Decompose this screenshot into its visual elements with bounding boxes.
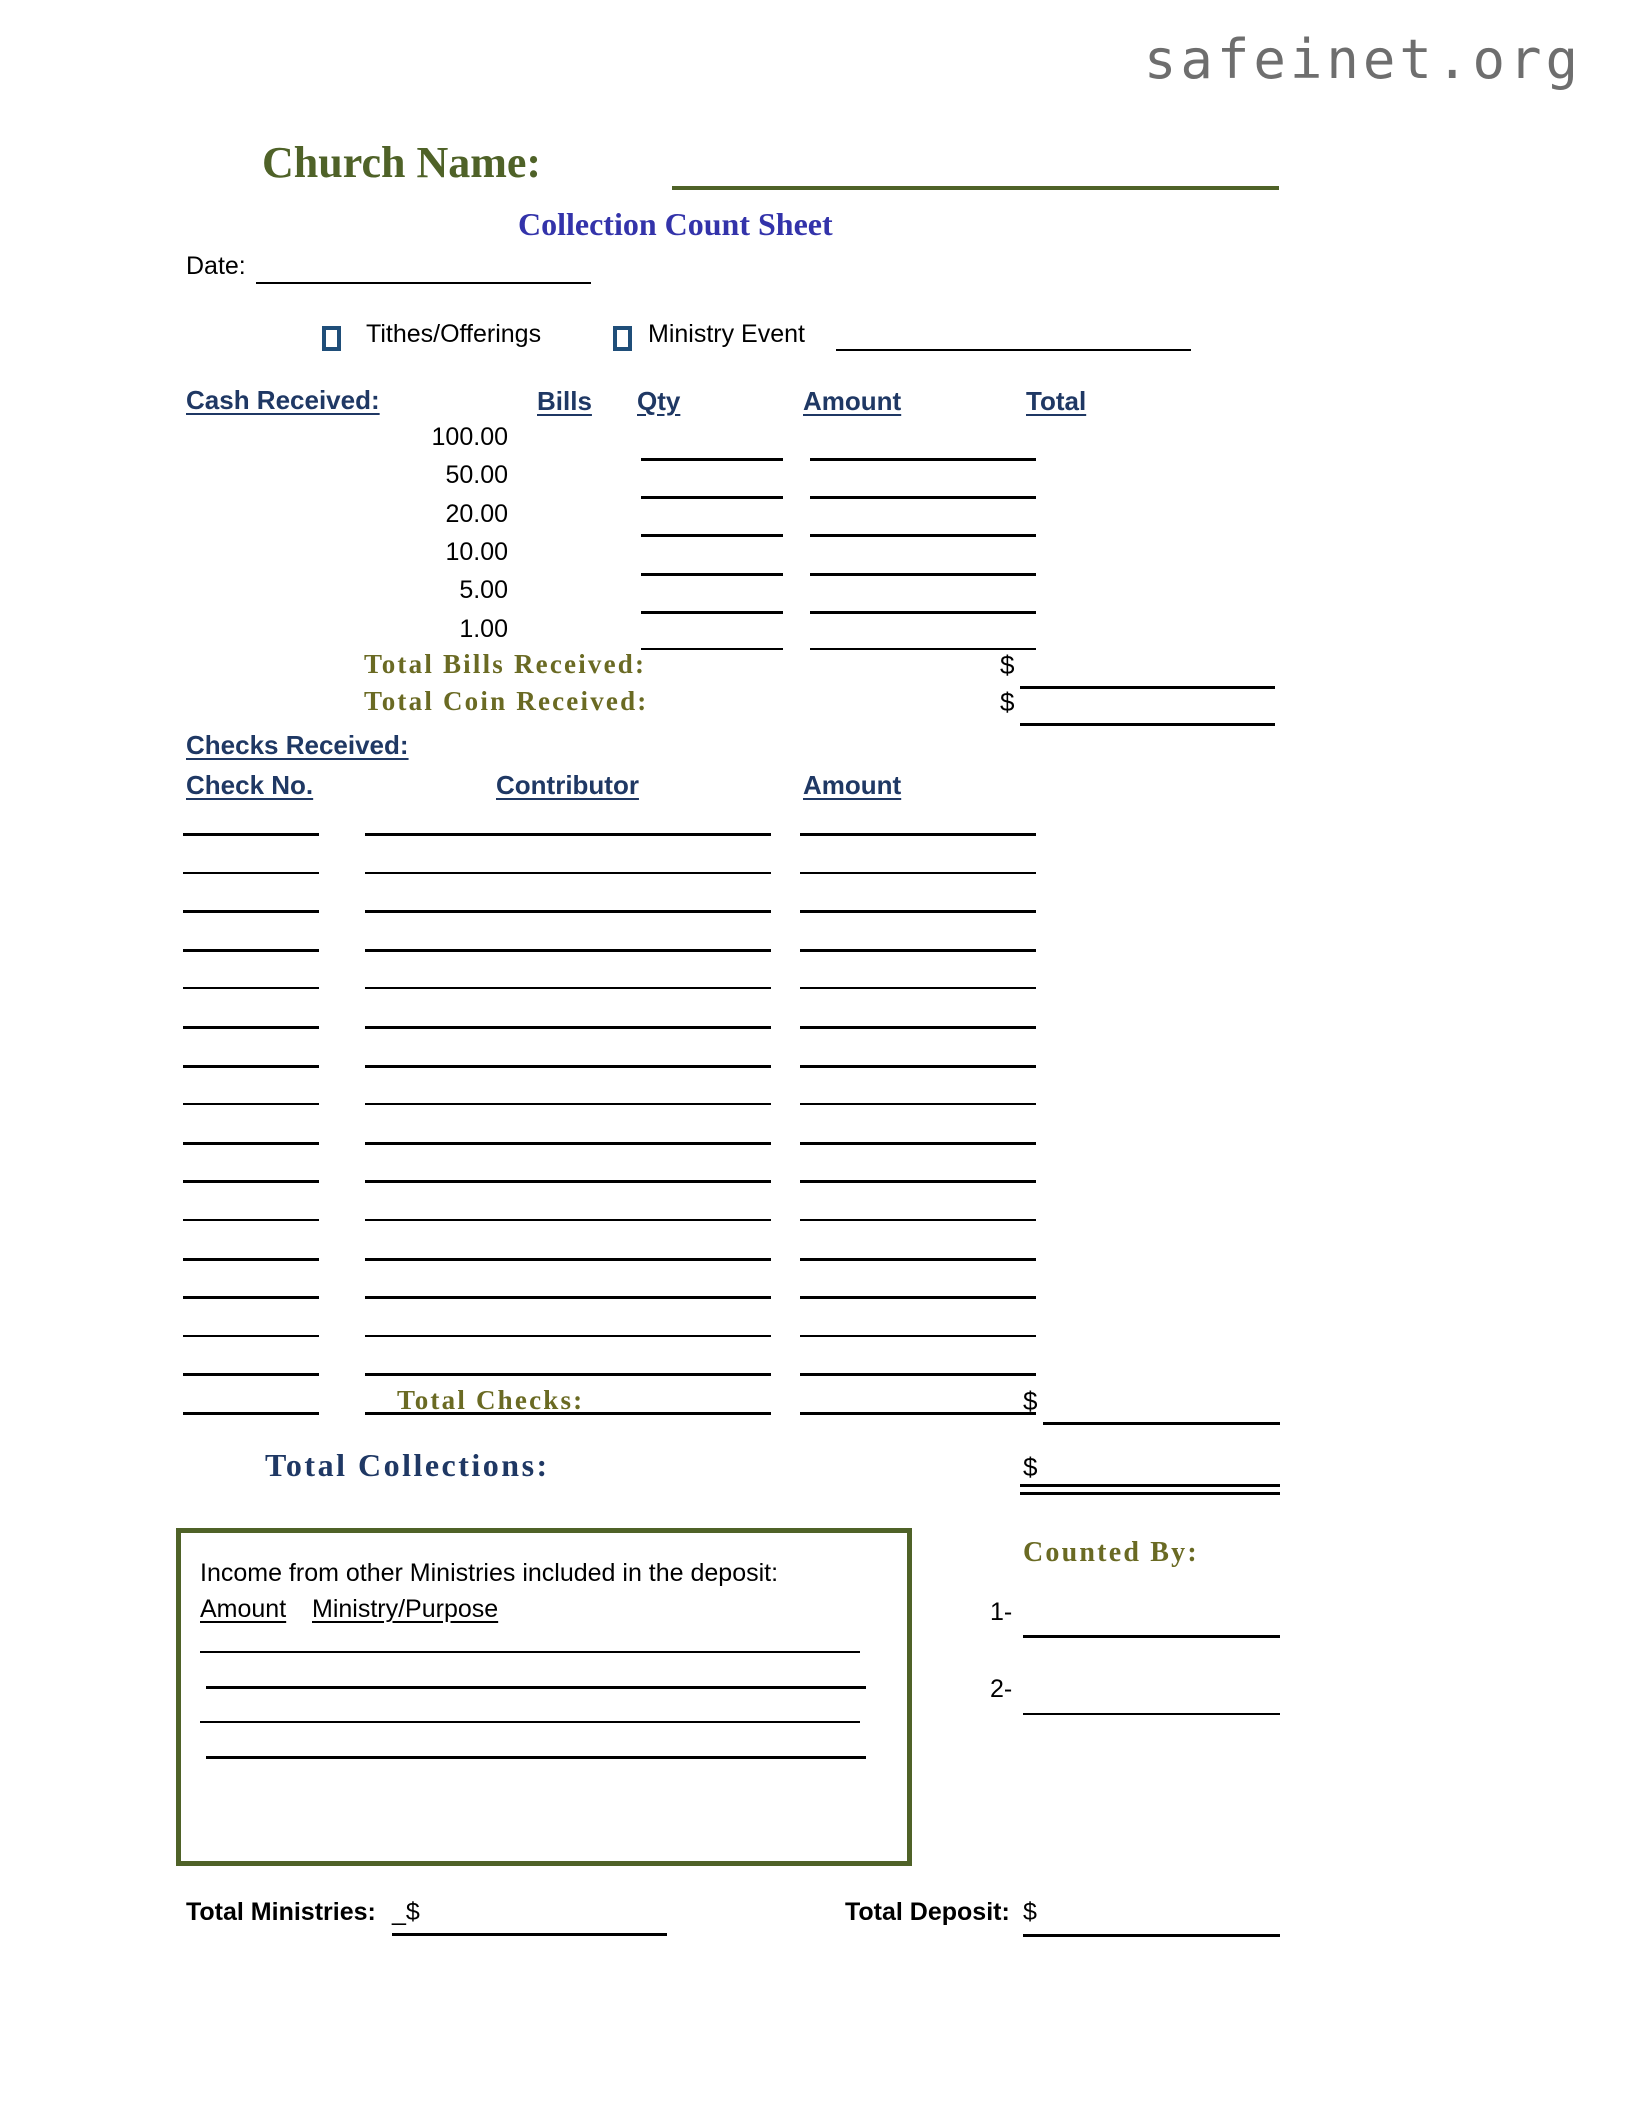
contributor-line[interactable] [365, 910, 771, 913]
qty-line-100[interactable] [641, 458, 783, 461]
counted-by-entry-1-line[interactable] [1023, 1635, 1280, 1638]
check-no-line[interactable] [183, 1412, 319, 1415]
contributor-line[interactable] [365, 1219, 771, 1221]
denomination-10: 10.00 [445, 538, 508, 566]
check-no-line[interactable] [183, 1258, 319, 1261]
check-amount-line[interactable] [800, 833, 1036, 836]
contributor-line[interactable] [365, 1065, 771, 1068]
column-header-check-amount: Amount [803, 770, 902, 800]
ministry-entry-line[interactable] [206, 1756, 866, 1759]
column-header-bills: Bills [537, 386, 592, 416]
check-no-line[interactable] [183, 1103, 319, 1105]
check-no-line[interactable] [183, 1219, 319, 1221]
label-ministry-event: Ministry Event [648, 320, 805, 348]
qty-line-20[interactable] [641, 534, 783, 537]
total-ministries-currency: _$ [392, 1898, 420, 1926]
checkbox-tithes-offerings[interactable] [322, 326, 341, 351]
total-bills-currency: $ [1000, 650, 1015, 680]
check-amount-line[interactable] [800, 1296, 1036, 1299]
total-coin-currency: $ [1000, 687, 1015, 717]
check-no-line[interactable] [183, 1026, 319, 1029]
other-ministries-col-amount: Amount [200, 1595, 287, 1623]
column-header-check-no: Check No. [186, 770, 314, 800]
checkbox-ministry-event[interactable] [613, 326, 632, 351]
total-coin-label: Total Coin Received: [364, 686, 649, 716]
ministry-entry-line[interactable] [200, 1651, 860, 1653]
total-checks-label: Total Checks: [397, 1385, 585, 1415]
counted-by-entry-2-label: 2- [990, 1675, 1013, 1703]
check-no-line[interactable] [183, 1373, 319, 1376]
total-checks-fill-line[interactable] [1043, 1422, 1280, 1425]
total-collections-underline-2 [1020, 1492, 1280, 1495]
amount-line-20[interactable] [810, 534, 1036, 537]
other-ministries-col-purpose: Ministry/Purpose [312, 1595, 499, 1623]
check-amount-line[interactable] [800, 1412, 1036, 1415]
cash-received-heading: Cash Received: [186, 385, 380, 415]
check-amount-line[interactable] [800, 1219, 1036, 1221]
church-name-fill-line[interactable] [672, 186, 1279, 190]
check-amount-line[interactable] [800, 1373, 1036, 1376]
counted-by-entry-2-line[interactable] [1023, 1713, 1280, 1715]
contributor-line[interactable] [365, 1335, 771, 1337]
ministry-entry-line[interactable] [206, 1686, 866, 1689]
qty-line-5[interactable] [641, 611, 783, 614]
check-no-line[interactable] [183, 1180, 319, 1183]
check-no-line[interactable] [183, 987, 319, 989]
qty-line-10[interactable] [641, 573, 783, 576]
date-label: Date: [186, 252, 246, 280]
check-no-line[interactable] [183, 1065, 319, 1068]
amount-line-100[interactable] [810, 458, 1036, 461]
check-amount-line[interactable] [800, 1103, 1036, 1105]
date-fill-line[interactable] [256, 282, 591, 284]
qty-line-50[interactable] [641, 496, 783, 499]
contributor-line[interactable] [365, 987, 771, 989]
amount-line-50[interactable] [810, 496, 1036, 499]
total-bills-fill-line[interactable] [1020, 686, 1275, 689]
checks-received-heading: Checks Received: [186, 730, 409, 760]
amount-line-10[interactable] [810, 573, 1036, 576]
total-collections-label: Total Collections: [265, 1447, 550, 1483]
check-no-line[interactable] [183, 949, 319, 952]
contributor-line[interactable] [365, 1373, 771, 1376]
total-deposit-fill-line[interactable] [1023, 1934, 1280, 1937]
check-amount-line[interactable] [800, 910, 1036, 913]
check-no-line[interactable] [183, 833, 319, 836]
other-ministries-box [176, 1528, 912, 1866]
contributor-line[interactable] [365, 833, 771, 836]
check-amount-line[interactable] [800, 1142, 1036, 1145]
check-no-line[interactable] [183, 910, 319, 913]
page-title [262, 137, 541, 188]
contributor-line[interactable] [365, 1296, 771, 1299]
contributor-line[interactable] [365, 1180, 771, 1183]
contributor-line[interactable] [365, 872, 771, 874]
total-deposit-label: Total Deposit: [845, 1898, 1010, 1926]
check-no-line[interactable] [183, 1296, 319, 1299]
denomination-5: 5.00 [459, 576, 508, 604]
total-checks-currency: $ [1023, 1386, 1038, 1416]
contributor-line[interactable] [365, 1258, 771, 1261]
total-collections-currency: $ [1023, 1452, 1038, 1482]
total-coin-fill-line[interactable] [1020, 723, 1275, 726]
column-header-qty: Qty [637, 386, 681, 416]
column-header-amount: Amount [803, 386, 902, 416]
label-tithes-offerings: Tithes/Offerings [366, 320, 542, 348]
check-amount-line[interactable] [800, 1258, 1036, 1261]
check-amount-line[interactable] [800, 1335, 1036, 1337]
contributor-line[interactable] [365, 1142, 771, 1145]
contributor-line[interactable] [365, 1103, 771, 1105]
ministry-entry-line[interactable] [200, 1721, 860, 1723]
column-header-contributor: Contributor [496, 770, 639, 800]
check-amount-line[interactable] [800, 872, 1036, 874]
total-ministries-fill-line[interactable] [392, 1933, 667, 1936]
column-header-total: Total [1026, 386, 1087, 416]
contributor-line[interactable] [365, 949, 771, 952]
ministry-event-fill-line[interactable] [836, 349, 1191, 351]
total-bills-label: Total Bills Received: [364, 649, 647, 679]
check-amount-line[interactable] [800, 949, 1036, 952]
check-no-line[interactable] [183, 1335, 319, 1337]
counted-by-title: Counted By: [1023, 1537, 1199, 1568]
total-deposit-currency: $ [1023, 1898, 1037, 1926]
check-amount-line[interactable] [800, 1180, 1036, 1183]
denomination-20: 20.00 [445, 500, 508, 528]
total-collections-fill-line[interactable] [1020, 1484, 1280, 1487]
amount-line-5[interactable] [810, 611, 1036, 614]
church-name-label: Church Name: [262, 138, 542, 187]
other-ministries-intro: Income from other Ministries included in the deposit: [200, 1559, 779, 1587]
check-amount-line[interactable] [800, 1065, 1036, 1068]
check-amount-line[interactable] [800, 987, 1036, 989]
check-no-line[interactable] [183, 872, 319, 874]
qty-line-1[interactable] [641, 648, 783, 650]
check-amount-line[interactable] [800, 1026, 1036, 1029]
denomination-100: 100.00 [431, 423, 508, 451]
site-watermark: safeinet.org [1143, 28, 1582, 91]
total-ministries-label: Total Ministries: [186, 1898, 376, 1926]
denomination-1: 1.00 [459, 615, 508, 643]
denomination-50: 50.00 [445, 461, 508, 489]
check-no-line[interactable] [183, 1142, 319, 1145]
sheet-subtitle: Collection Count Sheet [518, 206, 833, 242]
counted-by-entry-1-label: 1- [990, 1598, 1013, 1626]
contributor-line[interactable] [365, 1026, 771, 1029]
